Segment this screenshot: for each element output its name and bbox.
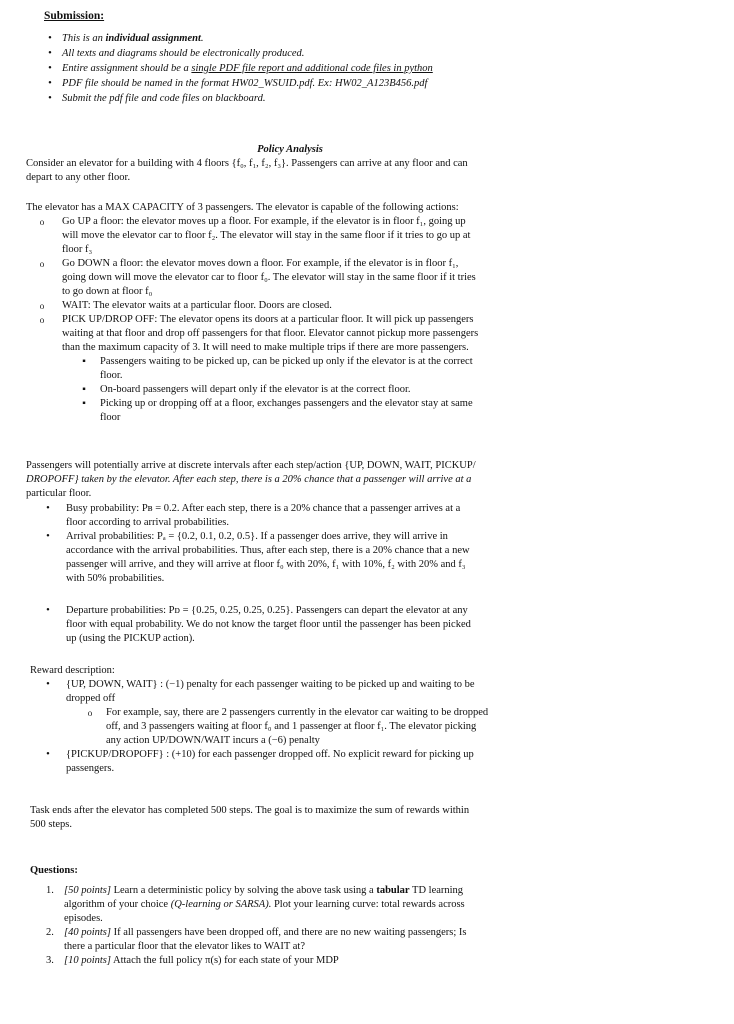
list-item: • This is an individual assignment.: [44, 32, 684, 47]
bullet-icon: [42, 678, 54, 692]
submission-list: [44, 32, 684, 107]
circle-bullet-icon: [36, 299, 48, 314]
list-item: o WAIT: The elevator waits at a particular floor. Doors are closed.: [26, 299, 526, 313]
question-item: 3. [10 points] Attach the full policy π(s) for each state of your MDP: [46, 955, 339, 966]
questions-heading: Questions:: [30, 865, 78, 876]
list-item: o PICK UP/DROP OFF: The elevator opens its doors at a particular floor. It will pick up passengers waiting at that floor and drop off passengers for that floor. Elevator cannot pickup more passengers than the maximum capacity of 3. It will need to make multiple trips if there are more passengers.: [26, 313, 526, 355]
actions-list: [26, 215, 526, 425]
list-item: o Go UP a floor: the elevator moves up a floor. For example, if the elevator is in floor f₁, going up will move the elevator car to floor f₂. The elevator will stay in the same floor if it tries to go up at floor f₃: [26, 215, 526, 257]
circle-bullet-icon: [36, 257, 48, 272]
list-item: ▪ Picking up or dropping off at a floor, exchanges passengers and the elevator stay at same floor: [26, 397, 526, 425]
bullet-icon: [42, 530, 54, 544]
list-item: o For example, say, there are 2 passengers currently in the elevator car waiting to be dropped off, and 3 passengers waiting at floor f₀ and 1 passenger at floor f₁. The elevator picking any action UP/DOWN/WAIT incurs a (−6) penalty: [26, 706, 526, 748]
list-item: • Busy probability: Pʙ = 0.2. After each step, there is a 20% chance that a passenger arrives at a floor according to arrival probabilities.: [26, 502, 526, 530]
list-item: ▪ Passengers waiting to be picked up, can be picked up only if the elevator is at the correct floor.: [26, 355, 526, 383]
bullet-icon: [42, 748, 54, 762]
list-item: • Departure probabilities: Pᴅ = {0.25, 0.25, 0.25, 0.25}. Passengers can depart the elevator at any floor with equal probability. We do not know the target floor until the passenger has been picked up (using the PICKUP action).: [26, 604, 526, 646]
bullet-text: PDF file should be named in the format HW02_WSUID.pdf. Ex: HW02_A123B456.pdf: [62, 78, 428, 89]
square-bullet-icon: [78, 383, 90, 397]
intro-paragraph: Consider an elevator for a building with 4 floors {f₀, f₁, f₂, f₃}. Passengers can arrive at any floor and can depart to any other floor.: [26, 158, 468, 183]
bullet-icon: [44, 77, 56, 91]
bullet-icon: [42, 502, 54, 516]
bullet-icon: [44, 92, 56, 106]
circle-bullet-icon: [36, 313, 48, 328]
bullet-text: Submit the pdf file and code files on blackboard.: [62, 93, 266, 104]
list-item: ▪ On-board passengers will depart only if the elevator is at the correct floor.: [26, 383, 526, 397]
circle-bullet-icon: [36, 215, 48, 230]
list-item: [44, 92, 684, 107]
reward-list: [26, 678, 526, 776]
capacity-text: The elevator has a MAX CAPACITY of 3 passengers. The elevator is capable of the following actions:: [26, 202, 459, 213]
submission-heading: Submission:: [44, 10, 105, 22]
list-item: • Arrival probabilities: Pₐ = {0.2, 0.1, 0.2, 0.5}. If a passenger does arrive, they will arrive in accordance with the arrival probabilities. Thus, after each step, there is a 20% chance that a new passenger will arrive, and they will arrive at floor f₀ with 20%, f₁ with 10%, f₂ with 20% and f₃ with 50% probabilities.: [26, 530, 526, 586]
bullet-text: Entire assignment should be a: [62, 63, 192, 74]
list-item: [44, 47, 684, 62]
list-item: [44, 62, 684, 77]
probabilities-list: [26, 502, 526, 646]
task-paragraph: Task ends after the elevator has completed 500 steps. The goal is to maximize the sum of rewards within 500 steps.: [30, 805, 470, 830]
circle-bullet-icon: [84, 706, 96, 721]
question-item: 1. [50 points] Learn a deterministic policy by solving the above task using a tabular TD learning algorithm of your choice (Q-learning or SARSA). Plot your learning curve: total rewards across episodes.: [46, 885, 465, 924]
section-title: Policy Analysis: [257, 144, 323, 155]
bullet-text: This is an: [62, 33, 106, 44]
reward-heading: Reward description:: [30, 665, 115, 676]
bullet-underlined-text: single PDF file report and additional code files in python: [191, 63, 433, 74]
list-item: • {UP, DOWN, WAIT} : (−1) penalty for each passenger waiting to be picked up and waiting to be dropped off: [26, 678, 526, 706]
list-item: [44, 77, 684, 92]
bullet-icon: [44, 62, 56, 76]
list-item: • {PICKUP/DROPOFF} : (+10) for each passenger dropped off. No explicit reward for picking up passengers.: [26, 748, 526, 776]
bullet-icon: [44, 32, 56, 46]
bullet-text: All texts and diagrams should be electronically produced.: [62, 48, 305, 59]
question-item: 2. [40 points] If all passengers have been dropped off, and there are no new waiting passengers; Is there a particular floor that the elevator likes to WAIT at?: [46, 927, 467, 952]
list-item: o Go DOWN a floor: the elevator moves down a floor. For example, if the elevator is in floor f₁, going down will move the elevator car to floor f₀. The elevator will stay in the same floor if it tries to go down at floor f₀: [26, 257, 526, 299]
square-bullet-icon: [78, 355, 90, 369]
questions-list: [30, 884, 530, 968]
square-bullet-icon: [78, 397, 90, 411]
bullet-bold-text: individual assignment: [105, 33, 201, 44]
bullet-icon: [42, 604, 54, 618]
arrival-paragraph: Passengers will potentially arrive at discrete intervals after each step/action {UP, DOWN, WAIT, PICKUP/ DROPOFF} taken by the elevator. After each step, there is a 20% chance that a passenger will arrive at a particular floor.: [26, 460, 476, 499]
bullet-icon: [44, 47, 56, 61]
